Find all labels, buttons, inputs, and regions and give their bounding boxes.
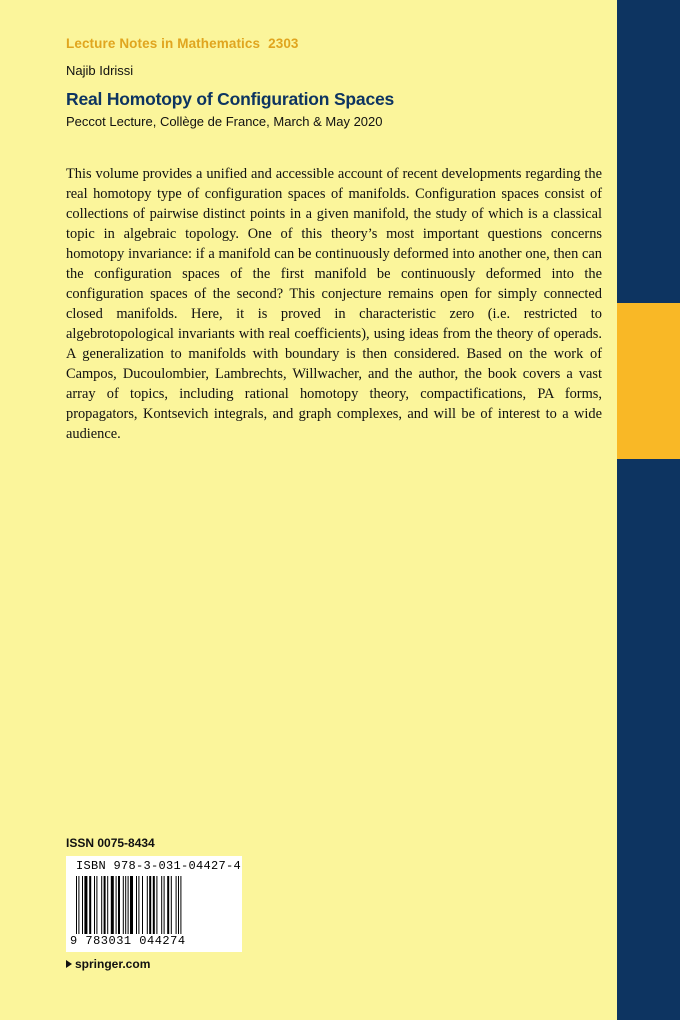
barcode-bars <box>76 876 232 934</box>
series-line <box>66 36 299 51</box>
author-name: Najib Idrissi <box>66 63 134 78</box>
book-title: Real Homotopy of Configuration Spaces <box>66 89 395 109</box>
series-number: 2303 <box>268 36 299 51</box>
publisher-url: springer.com <box>75 957 151 971</box>
triangle-right-icon <box>66 960 72 968</box>
barcode <box>66 856 242 952</box>
book-subtitle: Peccot Lecture, Collège de France, March & May 2020 <box>66 114 383 129</box>
series-name: Lecture Notes in Mathematics <box>66 36 261 51</box>
abstract-text: This volume provides a unified and accessible account of recent developments regarding the real homotopy type of configuration spaces of manifolds. Configuration spaces consist of collections of pairwise distinct points in a given manifold, the study of which is a classical topic in algebraic topology. One of this theory’s most important questions concerns homotopy invariance: if a manifold can be continuously deformed into another one, then can the configuration spaces of the first manifold be continuously deformed into the configuration spaces of the second? This conjecture remains open for simply connected closed manifolds. Here, it is proved in characteristic zero (i.e. restricted to algebrotopological invariants with real coefficients), using ideas from the theory of operads. A generalization to manifolds with boundary is then considered. Based on the work of Campos, Ducoulombier, Lambrechts, Willwacher, and the author, the book covers a vast array of topics, including rational homotopy theory, compactifications, PA forms, propagators, Kontsevich integrals, and graph complexes, and will be of interest to a wide audience. <box>66 166 602 442</box>
issn-number: ISSN 0075-8434 <box>66 836 155 850</box>
spine-orange-band <box>617 303 680 459</box>
barcode-digits: 9 783031 044274 <box>70 934 186 948</box>
isbn-number: ISBN 978-3-031-04427-4 <box>76 859 242 873</box>
publisher-link[interactable] <box>66 957 150 971</box>
spine-navy-band <box>617 0 680 1020</box>
